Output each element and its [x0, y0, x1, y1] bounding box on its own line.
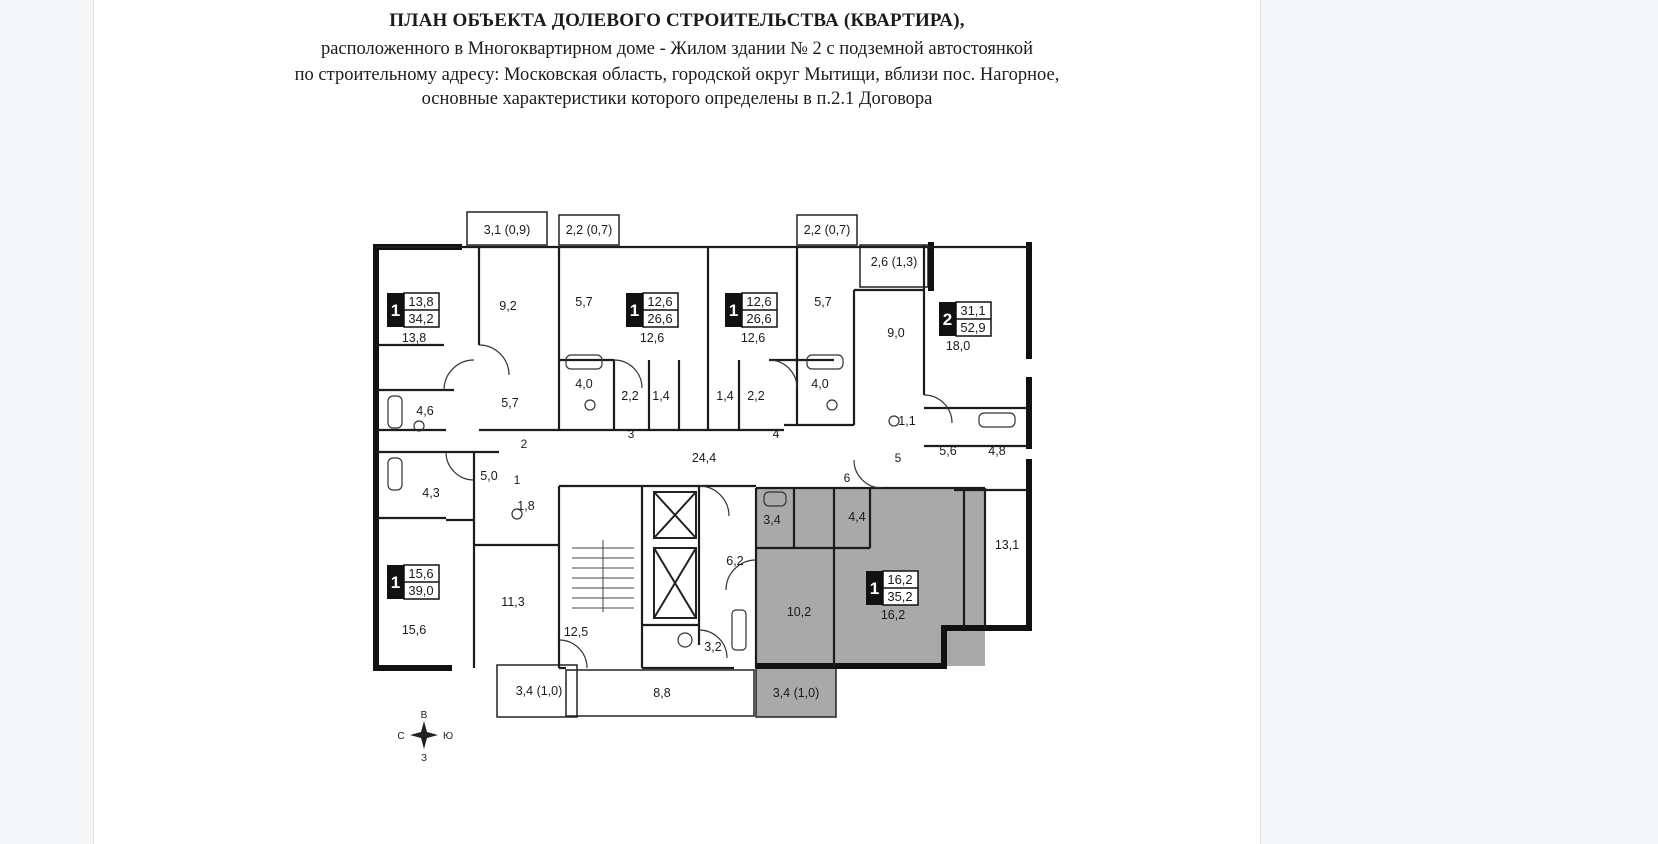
room-label: 4,0: [811, 377, 829, 391]
document-subtitle-line-1: расположенного в Многоквартирном доме - Жилом здании № 2 с подземной автостоянкой: [320, 39, 1034, 59]
apartment-living-area: 15,6: [408, 566, 434, 581]
apartment-badge: [725, 293, 777, 327]
apartment-rooms: 1: [390, 301, 401, 320]
room-label: 1,4: [716, 389, 734, 403]
apartment-total-area: 26,6: [746, 311, 772, 326]
apartment-rooms: 2: [942, 310, 953, 329]
document-subtitle-line-2: по строительному адресу: Московская область, городской округ Мытищи, вблизи пос. Нагорное,: [294, 65, 1060, 85]
room-label: 2,6 (1,3): [870, 255, 918, 269]
room-label: 6,2: [726, 554, 744, 568]
staircase: [572, 540, 634, 612]
apartment-total-area: 34,2: [408, 311, 434, 326]
room-label: 18,0: [945, 339, 971, 353]
room-label: 10,2: [786, 605, 812, 619]
document-subtitle-line-3: основные характеристики которого определены в п.2.1 Договора: [421, 89, 933, 109]
apartment-badge: [387, 293, 439, 327]
room-label: 5,7: [575, 295, 593, 309]
compass-icon: [397, 710, 453, 764]
apartment-badge: [387, 565, 439, 599]
room-label: 2,2: [747, 389, 765, 403]
room-label: 8,8: [653, 686, 671, 700]
apartment-badge: [939, 302, 991, 336]
elevator-shafts: [654, 492, 696, 618]
door-number: 2: [520, 437, 528, 451]
room-label: 3,2: [704, 640, 722, 654]
apartment-total-area: 35,2: [887, 589, 913, 604]
apartment-badge: [626, 293, 678, 327]
apartment-living-area: 16,2: [887, 572, 913, 587]
room-label: 2,2 (0,7): [565, 223, 613, 237]
apartment-rooms: 1: [728, 301, 739, 320]
room-label: 3,4 (1,0): [772, 686, 820, 700]
room-label: 13,1: [994, 538, 1020, 552]
room-label: 5,0: [480, 469, 498, 483]
apartment-living-area: 12,6: [647, 294, 673, 309]
compass-s: З: [420, 753, 428, 764]
apartment-living-area: 12,6: [746, 294, 772, 309]
floor-plan: [94, 0, 1260, 844]
room-label: 9,2: [499, 299, 517, 313]
room-label: 4,8: [988, 444, 1006, 458]
compass-e: Ю: [442, 731, 454, 742]
door-number: 5: [894, 451, 902, 465]
room-label: 2,2: [621, 389, 639, 403]
apartment-rooms: 1: [869, 579, 880, 598]
room-label: 12,6: [639, 331, 665, 345]
compass-n: В: [420, 710, 428, 721]
room-label: 1,4: [652, 389, 670, 403]
apartment-rooms: 1: [629, 301, 640, 320]
compass-w: С: [397, 731, 405, 742]
room-label: 9,0: [887, 326, 905, 340]
room-label: 4,6: [416, 404, 434, 418]
room-label: 1,1: [898, 414, 916, 428]
document-title: ПЛАН ОБЪЕКТА ДОЛЕВОГО СТРОИТЕЛЬСТВА (КВАРТИРА),: [389, 10, 965, 31]
room-label: 16,2: [880, 608, 906, 622]
room-label: 5,6: [939, 444, 957, 458]
room-label: 12,5: [563, 625, 589, 639]
document-page: [93, 0, 1261, 844]
door-number: 4: [772, 427, 780, 441]
apartment-living-area: 13,8: [408, 294, 434, 309]
room-label: 12,6: [740, 331, 766, 345]
room-label: 4,3: [422, 486, 440, 500]
apartment-living-area: 31,1: [960, 303, 986, 318]
room-label: 3,1 (0,9): [483, 223, 531, 237]
room-label: 5,7: [501, 396, 519, 410]
room-label: 13,8: [401, 331, 427, 345]
apartment-rooms: 1: [390, 573, 401, 592]
door-number: 6: [843, 471, 851, 485]
room-label: 3,4: [763, 513, 781, 527]
room-label: 5,7: [814, 295, 832, 309]
apartment-total-area: 26,6: [647, 311, 673, 326]
apartment-badge-highlighted: [866, 571, 918, 605]
room-label: 2,2 (0,7): [803, 223, 851, 237]
room-label: 1,8: [517, 499, 535, 513]
room-label: 3,4 (1,0): [515, 684, 563, 698]
apartment-total-area: 39,0: [408, 583, 434, 598]
apartment-total-area: 52,9: [960, 320, 986, 335]
room-label: 15,6: [401, 623, 427, 637]
door-number: 3: [627, 427, 635, 441]
room-label: 4,4: [848, 510, 866, 524]
room-label: 4,0: [575, 377, 593, 391]
door-number: 1: [513, 473, 521, 487]
room-label: 11,3: [501, 595, 525, 609]
room-label: 24,4: [691, 451, 717, 465]
